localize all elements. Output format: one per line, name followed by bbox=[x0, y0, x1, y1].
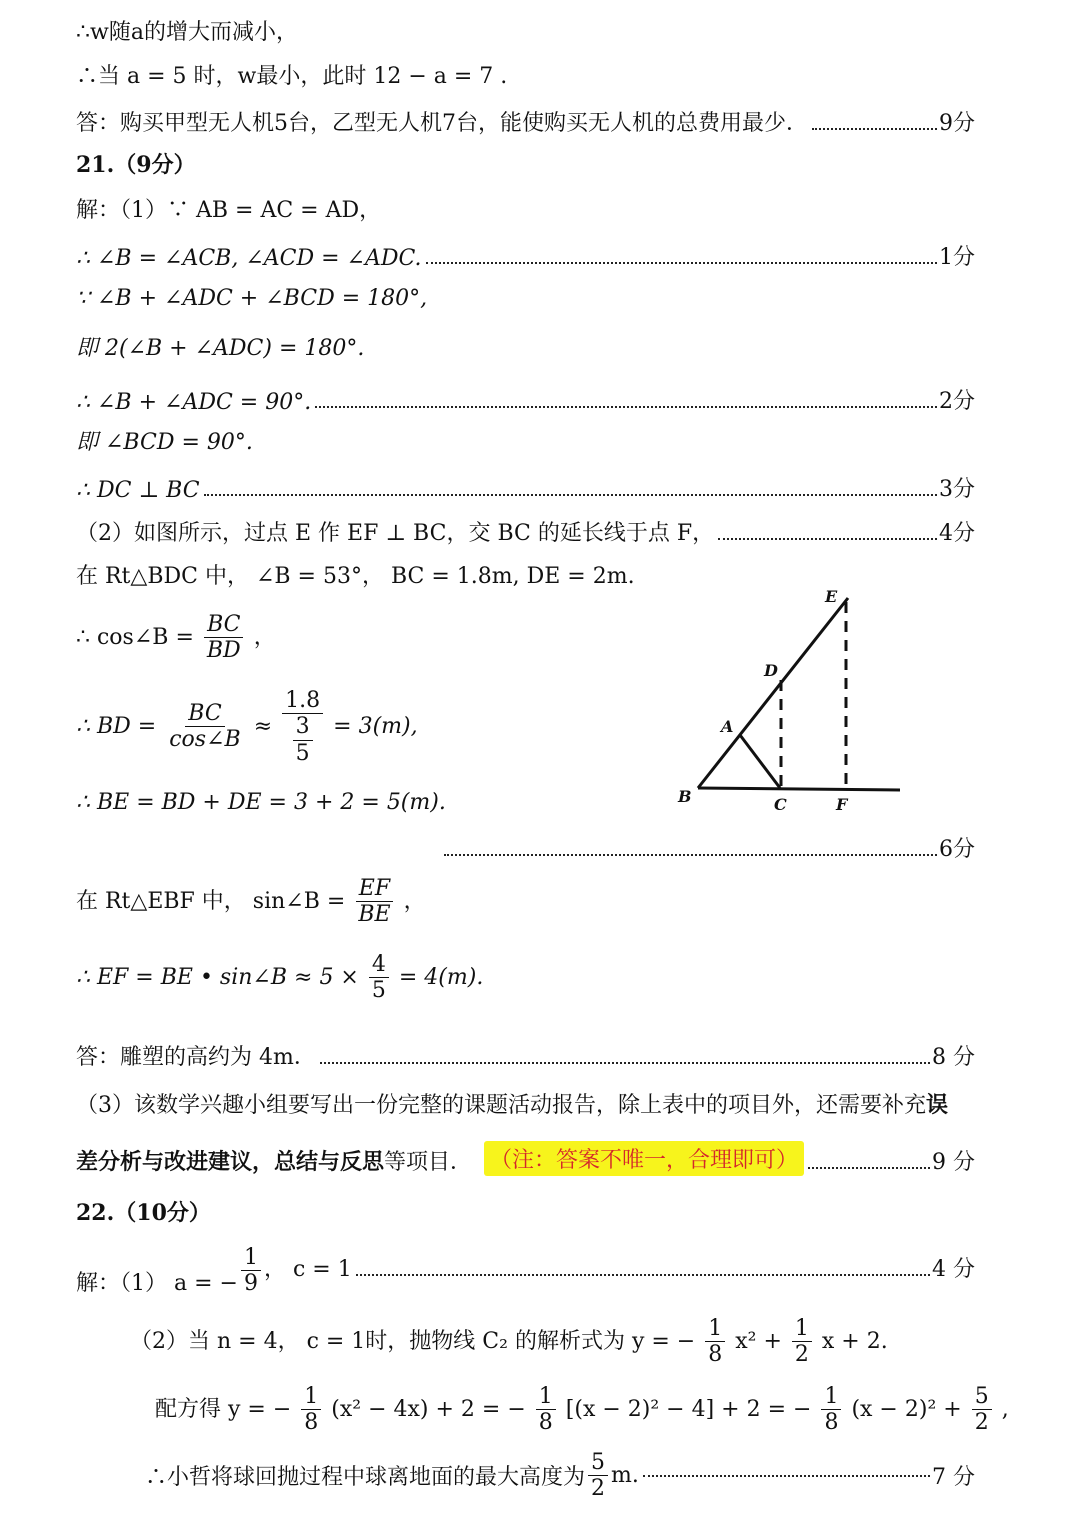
denominator: 8 bbox=[708, 1342, 723, 1368]
numerator: 3 bbox=[293, 714, 313, 740]
fraction bbox=[705, 1316, 725, 1368]
numerator: 1 bbox=[536, 1384, 556, 1410]
numerator: 1 bbox=[792, 1316, 812, 1342]
answer-text: 答：购买甲型无人机5台，乙型无人机7台，能使购买无人机的总费用最少． bbox=[76, 111, 808, 136]
denominator: 5 bbox=[371, 978, 386, 1004]
text-line bbox=[76, 240, 975, 271]
fraction bbox=[293, 714, 313, 766]
fraction bbox=[241, 1245, 261, 1297]
ground-line bbox=[698, 788, 900, 790]
formula-prefix: ∴ BD = bbox=[76, 713, 157, 739]
numerator: BC bbox=[204, 612, 243, 638]
text-line bbox=[76, 1141, 975, 1176]
score: 9 分 bbox=[932, 1150, 975, 1175]
denominator: cos∠B bbox=[169, 727, 241, 753]
formula: 即 2(∠B + ∠ADC) = 180°. bbox=[76, 336, 365, 361]
numerator: 5 bbox=[972, 1384, 992, 1410]
dot-leader bbox=[315, 406, 937, 408]
bold-text: 差分析与改进建议，总结与反思 bbox=[76, 1149, 385, 1175]
denominator bbox=[290, 714, 316, 766]
numerator: 1.8 bbox=[282, 688, 323, 714]
text-line bbox=[76, 1090, 948, 1121]
formula: ∴ ∠B = ∠ACB, ∠ACD = ∠ADC. bbox=[76, 246, 422, 271]
answer-line bbox=[76, 106, 975, 137]
fraction bbox=[821, 1384, 841, 1436]
formula-prefix: 解：（1） a = − bbox=[76, 1270, 238, 1296]
formula-prefix: 在 Rt△EBF 中， sin∠B = bbox=[76, 888, 346, 914]
formula-suffix: ， c = 1 bbox=[263, 1256, 352, 1282]
label-f: F bbox=[836, 795, 848, 814]
denominator: 2 bbox=[974, 1410, 989, 1436]
denominator: 2 bbox=[591, 1476, 606, 1502]
dot-leader bbox=[808, 1167, 930, 1169]
numerator: 5 bbox=[588, 1450, 608, 1476]
question-header: 22.（10分） bbox=[76, 1200, 211, 1226]
highlight-note: （注：答案不唯一，合理即可） bbox=[484, 1141, 804, 1176]
bold-text: 误 bbox=[926, 1092, 949, 1118]
approx: ≈ bbox=[253, 713, 273, 739]
dot-leader bbox=[356, 1274, 930, 1276]
formula: ∴ ∠B + ∠ADC = 90°. bbox=[76, 390, 312, 415]
answer-line bbox=[145, 1450, 975, 1502]
label-b: B bbox=[678, 787, 692, 806]
label-e: E bbox=[825, 587, 838, 606]
score: 9分 bbox=[939, 111, 975, 136]
numerator: 1 bbox=[241, 1245, 261, 1271]
denominator: 5 bbox=[295, 740, 310, 766]
score: 4 分 bbox=[932, 1256, 975, 1282]
denominator: 9 bbox=[243, 1271, 258, 1297]
fraction bbox=[204, 612, 244, 664]
answer-line bbox=[76, 1040, 975, 1071]
formula-suffix: ， bbox=[253, 624, 276, 650]
text: （2）如图所示，过点 E 作 EF ⊥ BC，交 BC 的延长线于点 F， bbox=[76, 521, 715, 546]
label-c: C bbox=[774, 795, 787, 814]
text-line bbox=[76, 516, 975, 547]
numerator: 1 bbox=[705, 1316, 725, 1342]
numerator: BC bbox=[185, 701, 224, 727]
fraction bbox=[166, 701, 243, 753]
dot-leader bbox=[426, 262, 937, 264]
formula-suffix: x + 2. bbox=[821, 1328, 888, 1354]
label-a: A bbox=[721, 717, 734, 736]
formula: 即 ∠BCD = 90°. bbox=[76, 430, 253, 455]
denominator: BD bbox=[206, 638, 241, 664]
numerator: 1 bbox=[301, 1384, 321, 1410]
cos-formula bbox=[76, 612, 276, 664]
dot-leader bbox=[643, 1475, 930, 1477]
text-line: ∴w随a的增大而减小， bbox=[76, 20, 298, 45]
formula: ∴ DC ⊥ BC bbox=[76, 478, 200, 503]
text-line: ∴当 a = 5 时，w最小，此时 12 − a = 7 . bbox=[76, 64, 508, 89]
ef-formula bbox=[76, 952, 483, 1004]
formula-suffix: = 3(m), bbox=[333, 713, 418, 739]
slope-line bbox=[698, 598, 848, 788]
score: 8 分 bbox=[932, 1045, 975, 1070]
denominator: 8 bbox=[538, 1410, 553, 1436]
bd-formula bbox=[76, 688, 418, 766]
denominator: 8 bbox=[824, 1410, 839, 1436]
formula-line bbox=[155, 1384, 1009, 1436]
score: 3分 bbox=[939, 477, 975, 502]
score-line bbox=[440, 832, 975, 863]
answer-text: 答：雕塑的高约为 4m． bbox=[76, 1045, 316, 1070]
label-d: D bbox=[764, 661, 778, 680]
text-line: 解：（1）∵ AB = AC = AD， bbox=[76, 198, 382, 223]
text-line bbox=[76, 1245, 975, 1297]
unit: m. bbox=[611, 1463, 639, 1489]
dot-leader bbox=[812, 128, 937, 130]
score: 6分 bbox=[939, 837, 975, 862]
formula-mid: [(x − 2)² − 4] + 2 = − bbox=[565, 1396, 812, 1422]
text-line: 在 Rt△BDC 中， ∠B = 53°， BC = 1.8m, DE = 2m. bbox=[76, 564, 635, 589]
dot-leader bbox=[718, 538, 937, 540]
denominator: BE bbox=[358, 902, 391, 928]
text: 等项目． bbox=[384, 1150, 473, 1175]
fraction bbox=[792, 1316, 812, 1368]
formula: ∵ ∠B + ∠ADC + ∠BCD = 180°, bbox=[76, 286, 428, 311]
numerator: EF bbox=[356, 876, 393, 902]
formula-suffix: = 4(m). bbox=[398, 964, 484, 990]
numerator: 1 bbox=[821, 1384, 841, 1410]
sin-formula bbox=[76, 876, 426, 928]
denominator: 2 bbox=[794, 1342, 809, 1368]
text-line bbox=[76, 472, 975, 503]
geometry-figure bbox=[670, 580, 920, 820]
fraction bbox=[588, 1450, 608, 1502]
formula-mid: (x − 2)² + bbox=[851, 1396, 962, 1422]
fraction bbox=[536, 1384, 556, 1436]
dot-leader bbox=[320, 1062, 930, 1064]
formula-line bbox=[130, 1316, 888, 1368]
question-header: 21.（9分） bbox=[76, 152, 196, 178]
segment-ac bbox=[740, 735, 780, 788]
formula-suffix: ， bbox=[403, 888, 426, 914]
formula-mid: x² + bbox=[735, 1328, 782, 1354]
formula-suffix: , bbox=[1001, 1396, 1009, 1422]
dot-leader bbox=[444, 854, 937, 856]
score: 4分 bbox=[939, 521, 975, 546]
formula-prefix: （2）当 n = 4， c = 1时，抛物线 C₂ 的解析式为 y = − bbox=[130, 1328, 696, 1354]
fraction bbox=[369, 952, 389, 1004]
formula: ∴ BE = BD + DE = 3 + 2 = 5(m). bbox=[76, 790, 446, 815]
fraction bbox=[972, 1384, 992, 1436]
denominator: 8 bbox=[304, 1410, 319, 1436]
text: （3）该数学兴趣小组要写出一份完整的课题活动报告，除上表中的项目外，还需要补充 bbox=[76, 1093, 926, 1118]
text: ∴小哲将球回抛过程中球离地面的最大高度为 bbox=[145, 1465, 586, 1491]
fraction bbox=[301, 1384, 321, 1436]
formula-prefix: ∴ cos∠B = bbox=[76, 624, 194, 650]
text-line bbox=[76, 384, 975, 415]
score: 7 分 bbox=[932, 1465, 975, 1491]
score: 1分 bbox=[939, 245, 975, 270]
formula-prefix: 配方得 y = − bbox=[155, 1396, 292, 1422]
numerator: 4 bbox=[369, 952, 389, 978]
formula-mid: (x² − 4x) + 2 = − bbox=[331, 1396, 526, 1422]
formula-prefix: ∴ EF = BE • sin∠B ≈ 5 × bbox=[76, 964, 359, 990]
dot-leader bbox=[204, 494, 937, 496]
fraction bbox=[355, 876, 393, 928]
fraction bbox=[282, 688, 323, 766]
score: 2分 bbox=[939, 389, 975, 414]
